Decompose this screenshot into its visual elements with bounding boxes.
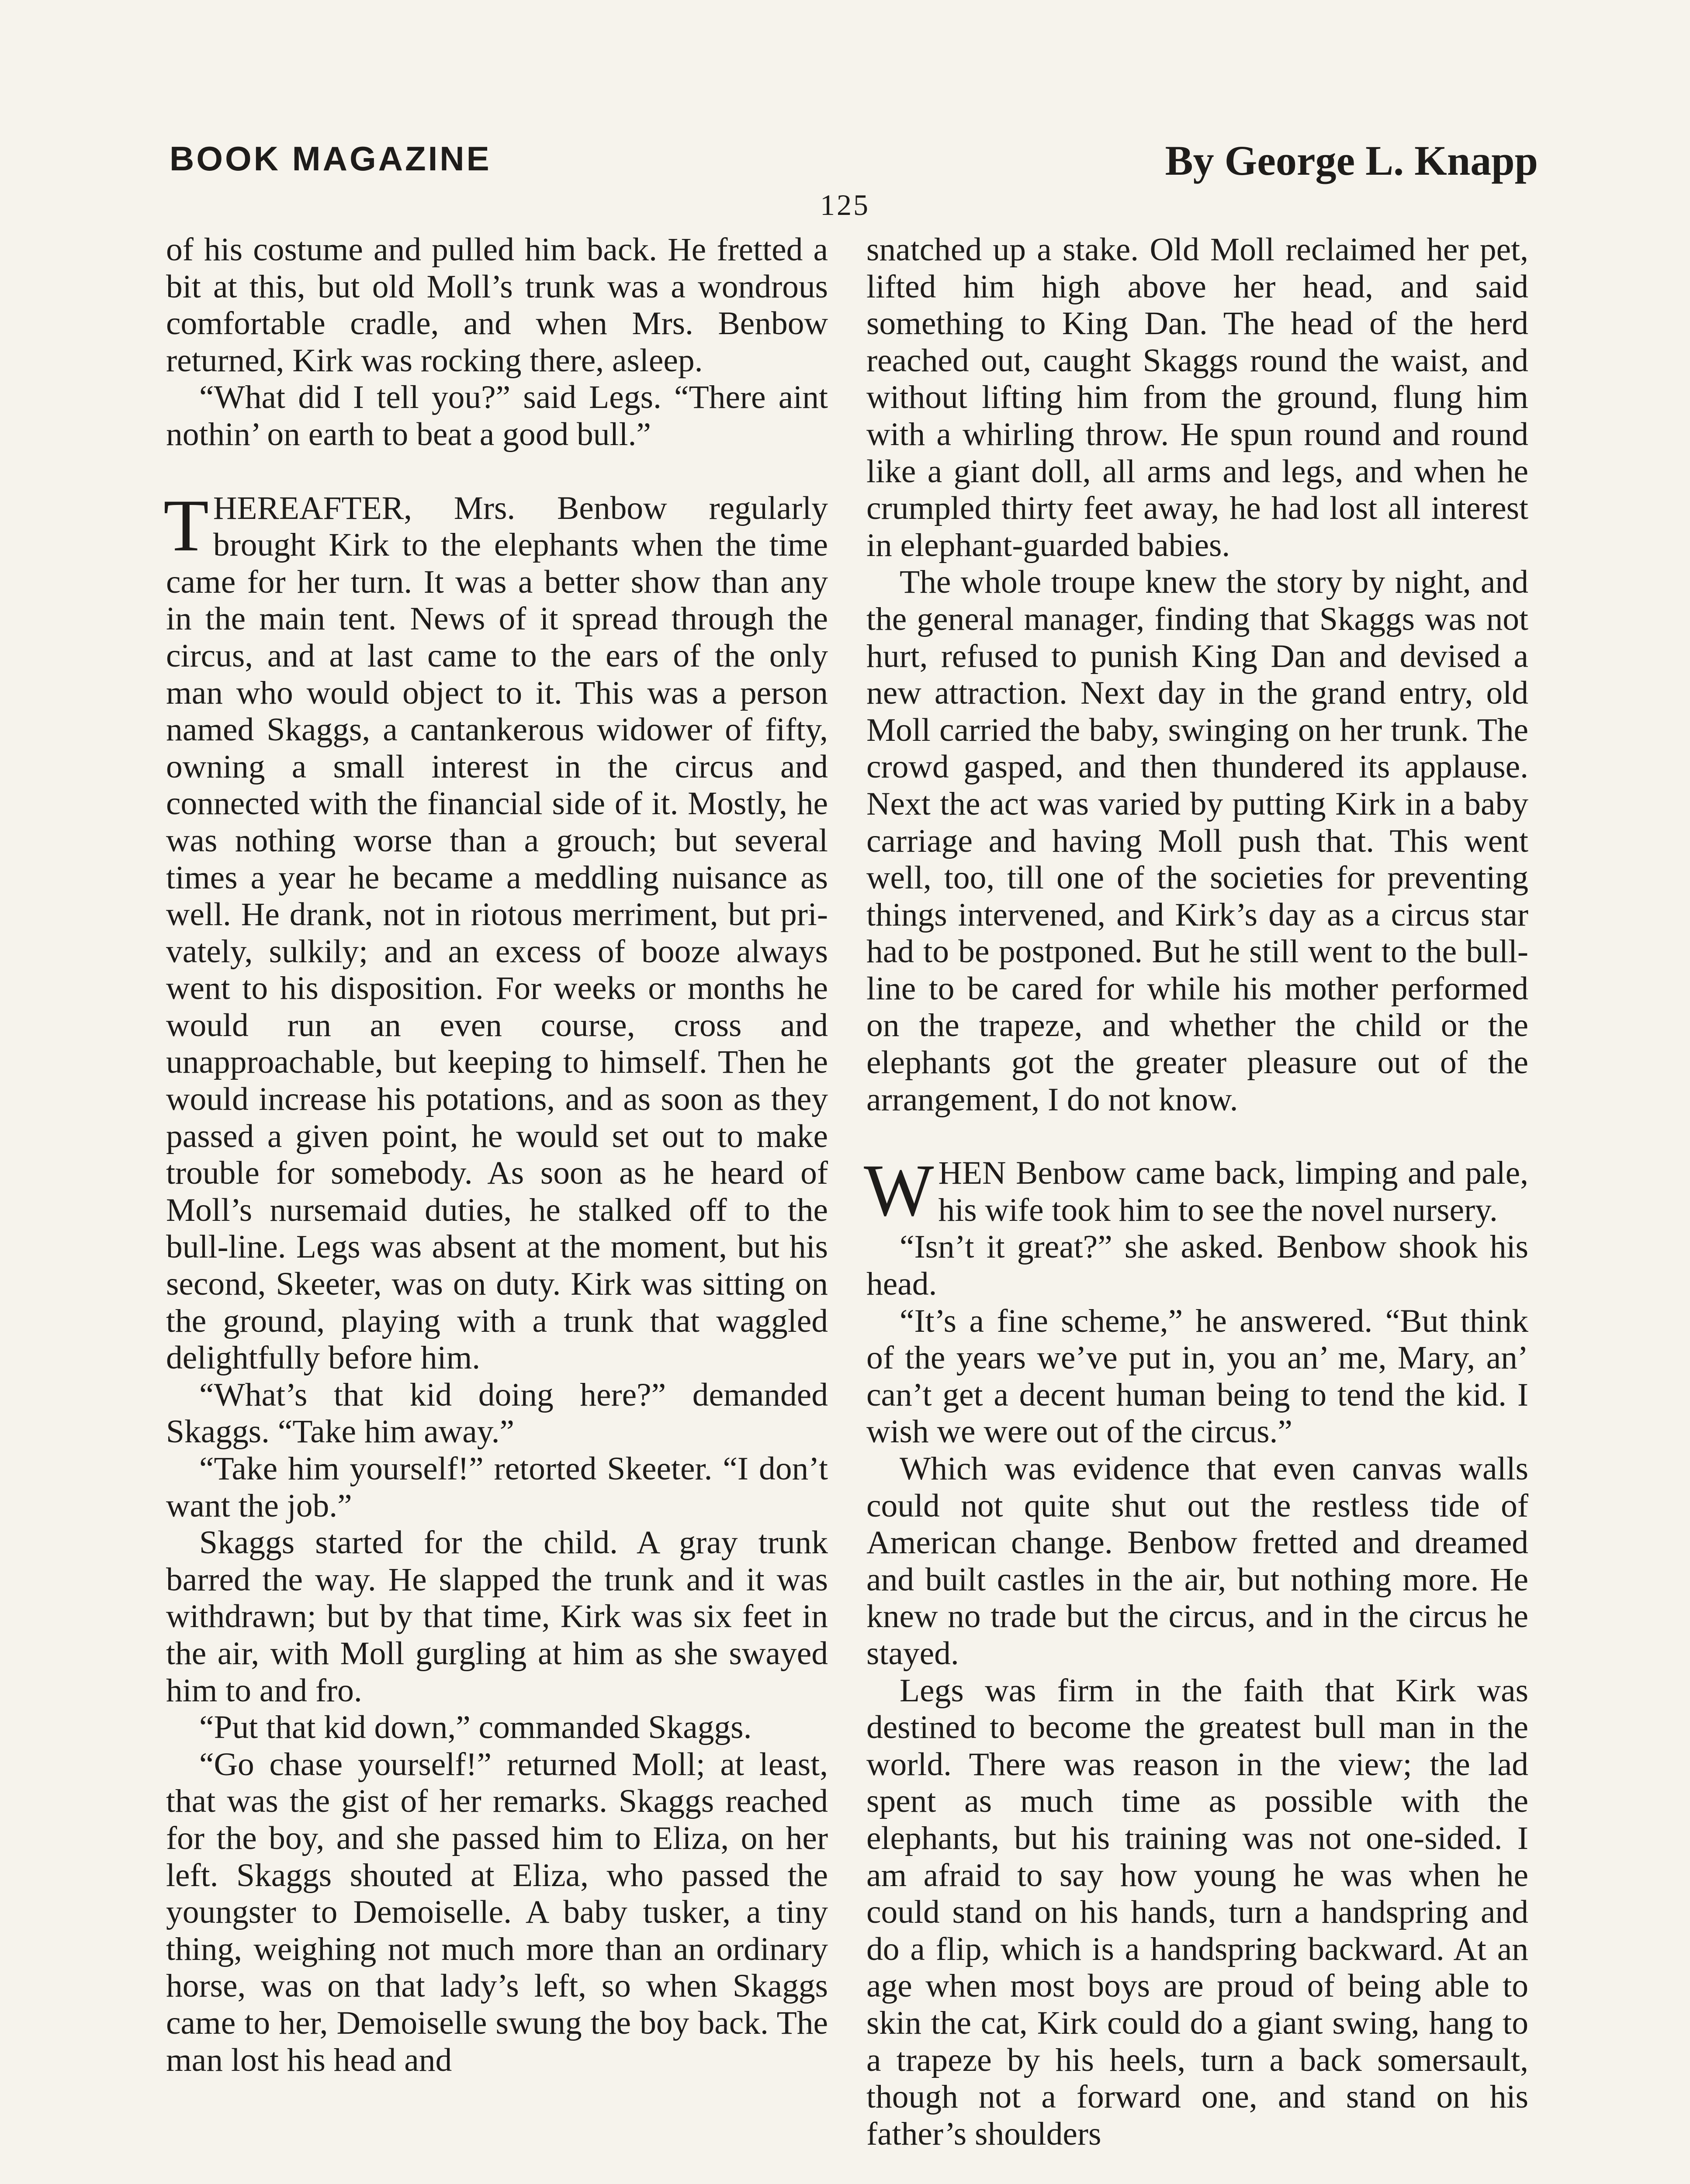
paragraph: of his costume and pulled him back. He fretted a bit at this, but old Moll’s trunk was a wondrous comfortable cradle, and when Mrs. Benbow returned, Kirk was rocking there, asleep. — [166, 232, 828, 379]
paragraph: The whole troupe knew the story by night, and the general manager, finding that Skaggs was not hurt, refused to punish King Dan and devised a new attraction. Next day in the grand entry, old Moll carried the baby, swinging on her trunk. The crowd gasped, and then thundered its applause. Next the act was varied by putting Kirk in a baby carriage and having Moll push that. This went well, too, till one of the societies for preventing things intervened, and Kirk’s day as a circus star had to be postponed. But he still went to the bull-line to be cared for while his mother performed on the trapeze, and whether the child or the elephants got the greater pleasure out of the arrangement, I do not know. — [866, 564, 1528, 1118]
paragraph: Skaggs started for the child. A gray trunk barred the way. He slapped the trunk and it was withdrawn; but by that time, Kirk was six feet in the air, with Moll gurgling at him as she swayed him to and fro. — [166, 1524, 828, 1709]
paragraph-text: HEN Benbow came back, limping and pale, his wife took him to see the novel nursery. — [938, 1155, 1528, 1228]
right-column — [866, 232, 1528, 2153]
drop-cap-initial: T — [163, 484, 209, 567]
left-column — [163, 232, 828, 2079]
section-paragraph — [163, 484, 828, 1377]
paragraph: “Go chase yourself!” returned Moll; at least, that was the gist of her remarks. Skaggs reached for the boy, and she passed him to Eliza, on her left. Skaggs shouted at Eliza, who passed the youngster to Demoiselle. A baby tusker, a tiny thing, weighing not much more than an ordinary horse, was on that lady’s left, so when Skaggs came to her, Demoiselle swung the boy back. The man lost his head and — [166, 1746, 828, 2078]
paragraph: “What did I tell you?” said Legs. “There aint nothin’ on earth to beat a good bull.” — [166, 379, 828, 453]
paragraph: “It’s a fine scheme,” he answered. “But think of the years we’ve put in, you an’ me, Mary, an’ can’t get a decent human being to tend the kid. I wish we were out of the circus.” — [866, 1303, 1528, 1450]
paragraph: Legs was firm in the faith that Kirk was destined to become the greatest bull man in the world. There was reason in the view; the lad spent as much time as possible with the elephants, but his training was not one-sided. I am afraid to say how young he was when he could stand on his hands, turn a handspring and do a flip, which is a handspring backward. At an age when most boys are proud of being able to skin the cat, Kirk could do a giant swing, hang to a trapeze by his heels, turn a back somersault, though not a forward one, and stand on his father’s shoulders — [866, 1672, 1528, 2152]
publication-title: BOOK MAGAZINE — [170, 139, 492, 178]
paragraph: “Isn’t it great?” she asked. Benbow shook his head. — [866, 1229, 1528, 1303]
page-number: 125 — [820, 188, 870, 221]
drop-cap-initial: W — [864, 1149, 934, 1232]
paragraph-text: HEREAFTER, Mrs. Benbow regularly brought Kirk to the elephants when the time came for her turn. It was a better show than any in the main tent. News of it spread through the circus, and at last came to the ears of the only man who would object to it. This was a person named Skaggs, a cantankerous widower of fifty, owning a small interest in the circus and connected with the financial side of it. Mostly, he was nothing worse than a grouch; but several times a year he became a meddling nuisance as well. He drank, not in riotous merriment, but privately, sulkily; and an excess of booze always went to his disposition. For weeks or months he would run an even course, cross and unapproachable, but keeping to himself. Then he would increase his potations, and as soon as they passed a given point, he would set out to make trouble for somebody. As soon as he heard of Moll’s nursemaid duties, he stalked off to the bull-line. Legs was absent at the moment, but his second, Skeeter, was on duty. Kirk was sitting on the ground, playing with a trunk that waggled delightfully before him. — [166, 490, 828, 1376]
paragraph: “What’s that kid doing here?” demanded Skaggs. “Take him away.” — [166, 1376, 828, 1450]
author-byline: By George L. Knapp — [1165, 137, 1538, 184]
paragraph: snatched up a stake. Old Moll reclaimed her pet, lifted him high above her head, and said something to King Dan. The head of the herd reached out, caught Skaggs round the waist, and without lifting him from the ground, flung him with a whirling throw. He spun round and round like a giant doll, all arms and legs, and when he crumpled thirty feet away, he had lost all interest in elephant-guarded babies. — [866, 232, 1528, 563]
paragraph: “Take him yourself!” retorted Skeeter. “I don’t want the job.” — [166, 1451, 828, 1524]
paragraph: Which was evidence that even canvas walls could not quite shut out the restless tide of American change. Benbow fretted and dreamed and built castles in the air, but nothing more. He knew no trade but the circus, and in the circus he stayed. — [866, 1451, 1528, 1672]
paragraph: “Put that kid down,” commanded Skaggs. — [199, 1709, 752, 1746]
section-paragraph — [864, 1149, 1528, 1232]
